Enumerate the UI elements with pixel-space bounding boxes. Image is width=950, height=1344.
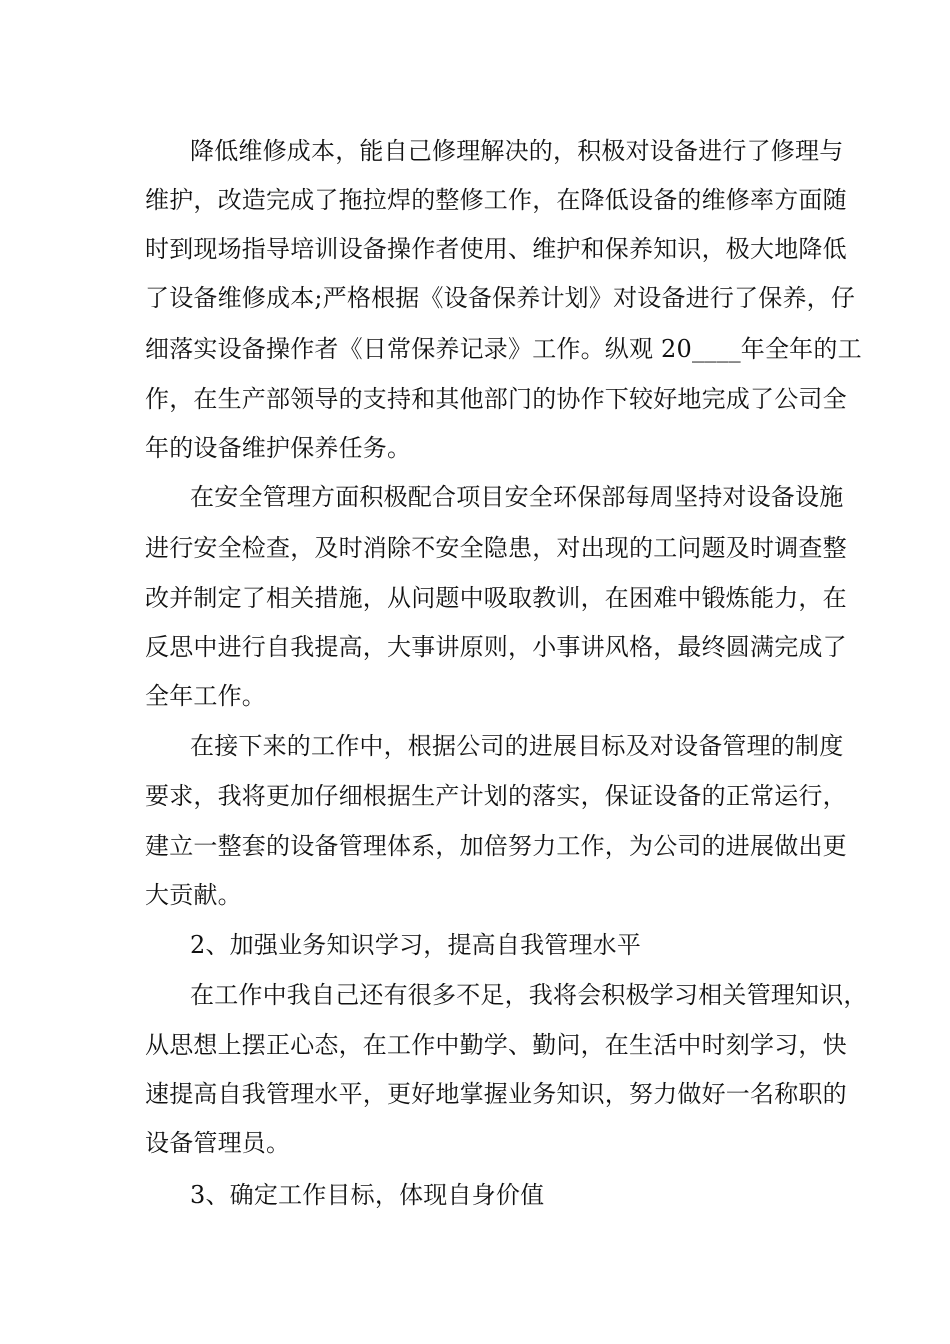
section-heading: 3、确定工作目标，体现自身价值 bbox=[190, 1181, 545, 1209]
text-line: 从思想上摆正心态，在工作中勤学、勤问，在生活中时刻学习，快 bbox=[145, 1031, 847, 1059]
text-line: 降低维修成本，能自己修理解决的，积极对设备进行了修理与 bbox=[190, 137, 844, 165]
text-line: 建立一整套的设备管理体系，加倍努力工作，为公司的进展做出更 bbox=[145, 832, 847, 860]
text-line: 改并制定了相关措施，从问题中吸取教训，在困难中锻炼能力，在 bbox=[145, 584, 847, 612]
text-line: 了设备维修成本;严格根据《设备保养计划》对设备进行了保养，仔 bbox=[145, 284, 856, 312]
text-line: 全年工作。 bbox=[145, 682, 266, 710]
text-line: 进行安全检查，及时消除不安全隐患，对出现的工问题及时调查整 bbox=[145, 534, 847, 562]
text-line: 作，在生产部领导的支持和其他部门的协作下较好地完成了公司全 bbox=[145, 385, 847, 413]
text-line: 在安全管理方面积极配合项目安全环保部每周坚持对设备设施 bbox=[190, 483, 844, 511]
text-line: 速提高自我管理水平，更好地掌握业务知识，努力做好一名称职的 bbox=[145, 1080, 847, 1108]
text-line: 维护，改造完成了拖拉焊的整修工作，在降低设备的维修率方面随 bbox=[145, 186, 847, 214]
text-line: 在接下来的工作中，根据公司的进展目标及对设备管理的制度 bbox=[190, 732, 844, 760]
text-line: 设备管理员。 bbox=[145, 1129, 291, 1157]
section-heading: 2、加强业务知识学习，提高自我管理水平 bbox=[190, 931, 642, 959]
text-line: 在工作中我自己还有很多不足，我将会积极学习相关管理知识， bbox=[190, 981, 868, 1009]
text-line: 细落实设备操作者《日常保养记录》工作。纵观 20____年全年的工 bbox=[145, 335, 862, 363]
text-line: 反思中进行自我提高，大事讲原则，小事讲风格，最终圆满完成了 bbox=[145, 633, 847, 661]
text-line: 大贡献。 bbox=[145, 881, 242, 909]
text-line: 年的设备维护保养任务。 bbox=[145, 434, 412, 462]
text-line: 要求，我将更加仔细根据生产计划的落实，保证设备的正常运行， bbox=[145, 782, 847, 810]
text-line: 时到现场指导培训设备操作者使用、维护和保养知识，极大地降低 bbox=[145, 235, 847, 263]
